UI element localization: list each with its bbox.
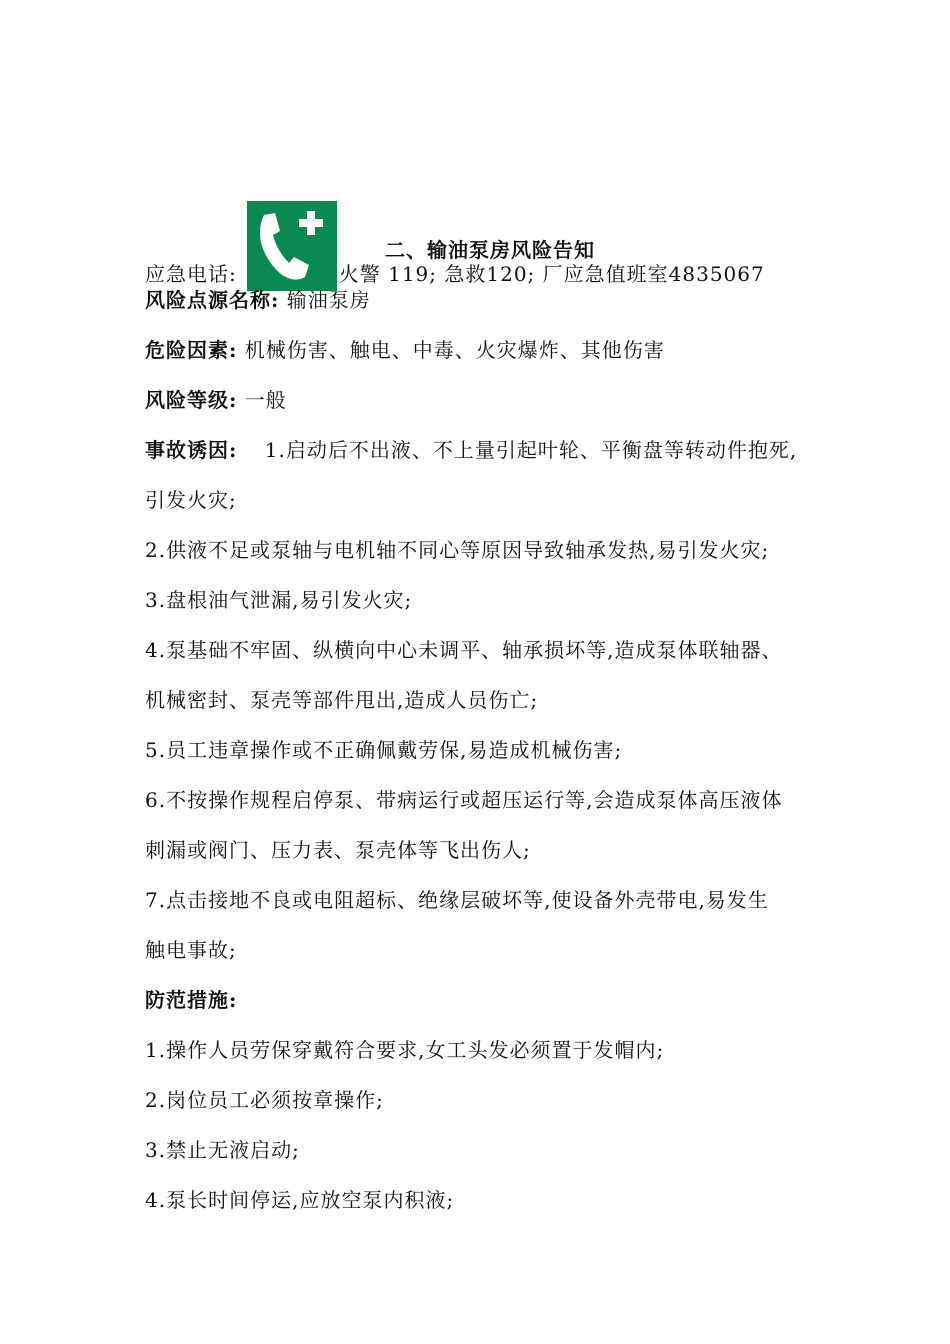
cause-text: 7.点击接地不良或电阻超标、绝缘层破坏等,使设备外壳带电,易发生: [145, 888, 769, 912]
cause-text: 2.供液不足或泵轴与电机轴不同心等原因导致轴承发热,易引发火灾;: [145, 538, 770, 562]
hazards-line: [145, 338, 665, 362]
measure-text: 2.岗位员工必须按章操作;: [145, 1088, 384, 1112]
emergency-label: 应急电话:: [145, 262, 237, 286]
cause-text: 3.盘根油气泄漏,易引发火灾;: [145, 588, 413, 612]
risk-level-line: [145, 388, 287, 412]
cause-text: 触电事故;: [145, 938, 237, 962]
causes-line: [145, 438, 797, 462]
cause-text: 6.不按操作规程启停泵、带病运行或超压运行等,会造成泵体高压液体: [145, 788, 783, 812]
causes-label: 事故诱因:: [145, 438, 238, 462]
risk-source-value: 输油泵房: [286, 288, 371, 312]
cause-text: 刺漏或阀门、压力表、泵壳体等飞出伤人;: [145, 838, 531, 862]
hazards-value: 机械伤害、触电、中毒、火灾爆炸、其他伤害: [244, 338, 665, 362]
measure-text: 4.泵长时间停运,应放空泵内积液;: [145, 1188, 455, 1212]
measure-text: 3.禁止无液启动;: [145, 1138, 300, 1162]
cause-text: 引发火灾;: [145, 488, 237, 512]
risk-source-line: [145, 288, 371, 312]
measures-label: 防范措施:: [145, 988, 238, 1012]
cause-text: 4.泵基础不牢固、纵横向中心未调平、轴承损坏等,造成泵体联轴器、: [145, 638, 783, 662]
emergency-numbers: 火警 119; 急救120; 厂应急值班室4835067: [338, 262, 765, 286]
risk-level-label: 风险等级:: [145, 388, 238, 412]
measure-text: 1.操作人员劳保穿戴符合要求,女工头发必须置于发帽内;: [145, 1038, 665, 1062]
section-title: 二、输油泵房风险告知: [385, 238, 595, 262]
cause-text: 机械密封、泵壳等部件甩出,造成人员伤亡;: [145, 688, 539, 712]
risk-level-value: 一般: [244, 388, 287, 412]
hazards-label: 危险因素:: [145, 338, 238, 362]
cause-text: 1.启动后不出液、不上量引起叶轮、平衡盘等转动件抱死,: [264, 438, 798, 462]
cause-text: 5.员工违章操作或不正确佩戴劳保,易造成机械伤害;: [145, 738, 623, 762]
risk-source-label: 风险点源名称:: [145, 288, 280, 312]
